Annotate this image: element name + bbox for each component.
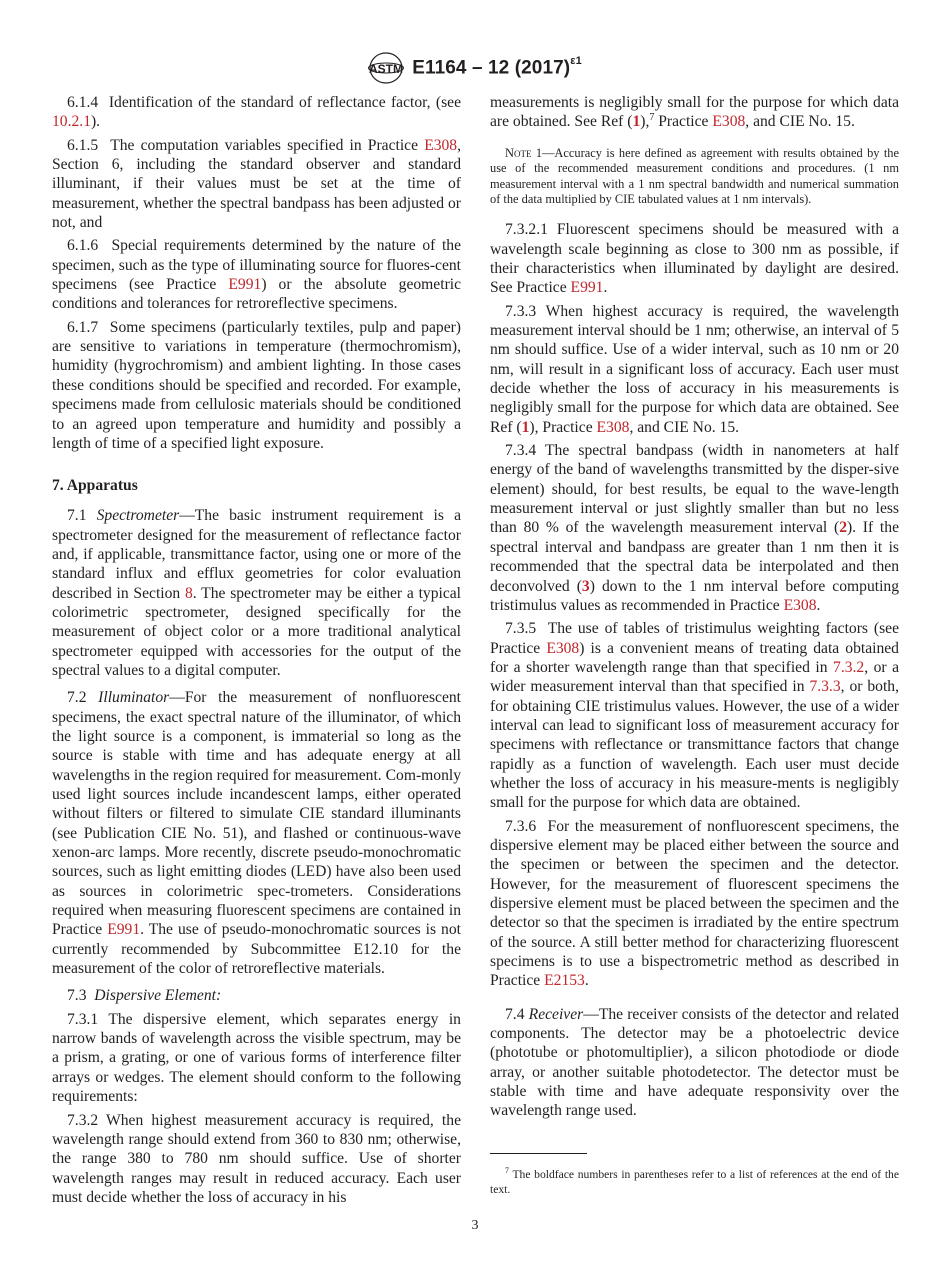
paragraph-6-1-5: 6.1.5 The computation variables specified in Practice E308, Section 6, including the standard observer and standard illuminant, if their values must be set at the time of measurement, whether the spectral bandpass has been adjusted or not, and — [52, 136, 462, 232]
section-heading-apparatus: 7. Apparatus — [52, 477, 138, 495]
paragraph-7-3-2-1: 7.3.2.1 Fluorescent specimens should be measured with a wavelength scale beginning as close to 300 nm as possible, if their characteristics when illuminated by daylight are desired. See Practice E991. — [490, 221, 899, 297]
astm-logo-icon — [368, 51, 404, 85]
reference-1[interactable]: 1 — [632, 113, 641, 131]
link-e308[interactable]: E308 — [712, 113, 746, 131]
page-number: 3 — [471, 1218, 479, 1233]
paragraph-7-4: 7.4 Receiver—The receiver consists of the detector and related components. The detector may be a photoelectric device (phototube or photomultiplier), a silicon photodiode or diode array, or another suitable photodetector. The detector must be stable with time and have adequate responsivity over the wavelength range used. — [490, 1005, 899, 1120]
link-7-3-3[interactable]: 7.3.3 — [809, 678, 841, 696]
link-e991[interactable]: E991 — [107, 921, 141, 939]
svg-text:ASTM: ASTM — [369, 62, 404, 76]
note-1: Note 1—Accuracy is here defined as agreement with results obtained by the use of the recommended measurement conditions and procedures. (1 nm measurement interval with a 1 nm spectral bandwidth and numerical summation of the data multiplied by CIE tabulated values at 1 nm intervals). — [490, 145, 899, 206]
paragraph-7-3: 7.3 Dispersive Element: — [67, 987, 222, 1005]
footnote-divider — [490, 1153, 587, 1154]
paragraph-7-3-5: 7.3.5 The use of tables of tristimulus weighting factors (see Practice E308) is a convenient means of treating data obtained for a shorter wavelength range than that specified in 7.3.2, or a wider measurement interval than that specified in 7.3.3, or both, for obtaining CIE tristimulus values. However, the use of a wider interval can lead to significant loss of measurement accuracy for specimens with reflectance or transmittance factors that change rapidly as a function of wavelength. Each user must decide whether the loss of accuracy in his measure-ments is negligibly small for the purpose for which data are obtained. — [490, 620, 900, 812]
left-column — [52, 93, 461, 1211]
paragraph-7-1: 7.1 Spectrometer—The basic instrument requirement is a spectrometer designed for the measurement of reflectance factor and, if applicable, transmittance factor, using one or more of the standard influx and efflux geometries for color evaluation described in Section 8. The spectrometer may be either a typical colorimetric spectrometer, designed specifically for the measurement of object color or a more traditional analytical spectrometer equipped with accessories for the output of the spectral values to a digital computer. — [52, 507, 461, 679]
document-designation: E1164 – 12 $(2017)^{\varepsilon 1}$ — [412, 54, 582, 79]
paragraph-6-1-4: 6.1.4 Identification of the standard of reflectance factor, (see 10.2.1). — [52, 94, 461, 131]
paragraph-7-3-3: 7.3.3 When highest accuracy is required, the wavelength measurement interval should be 1 nm; otherwise, an interval of 5 nm should suffice. Use of a wider interval, such as 10 nm or 20 nm, will result in a significant loss of accuracy. Each user must decide whether the loss of accuracy in his measurements is negligibly small for the purpose for which data are obtained. See Ref (1), Practice E308, and CIE No. 15. — [490, 302, 899, 436]
link-e308[interactable]: E308 — [783, 596, 817, 614]
link-e2153[interactable]: E2153 — [544, 972, 585, 990]
link-e308[interactable]: E308 — [546, 639, 580, 657]
page-header — [0, 50, 950, 86]
paragraph-7-3-2-continued: measurements is negligibly small for the purpose for which data are obtained. See Ref (1),$^7$ Practice E308, and CIE No. 15. — [490, 94, 899, 131]
footnote-7: $^7$ The boldface numbers in parentheses refer to a list of references at the end of the text. — [490, 1166, 899, 1196]
paragraph-6-1-7: 6.1.7 Some specimens (particularly textiles, pulp and paper) are sensitive to variations in temperature (thermochromism), humidity (hygrochromism) and ambient lighting. In those cases these conditions should be specified and recorded. For example, specimens made from cellulosic materials should be conditioned to an agreed upon temperature and humidity and possibly a length of time of a specified light exposure. — [52, 318, 461, 452]
paragraph-7-3-4: 7.3.4 The spectral bandpass (width in nanometers at half energy of the band of wavelengths transmitted by the disper-sive element) should, for best results, be equal to the wave-length measurement interval or just slightly smaller than but no less than 80 % of the wavelength measurement interval (2). If the spectral interval and bandpass are greater than 1 nm then it is recommended that the spectral data be interpolated and then deconvolved (3) down to the 1 nm interval before computing tristimulus values as recommended in Practice E308. — [490, 442, 899, 614]
reference-2[interactable]: 2 — [839, 519, 847, 537]
link-e991[interactable]: E991 — [570, 279, 604, 297]
reference-3[interactable]: 3 — [581, 577, 590, 595]
reference-1[interactable]: 1 — [521, 418, 530, 436]
link-e991[interactable]: E991 — [228, 276, 262, 294]
paragraph-7-3-6: 7.3.6 For the measurement of nonfluorescent specimens, the dispersive element may be placed either between the source and the specimen or between the specimen and the detector. However, for the measurement of fluorescent specimens the dispersive element must be placed between the specimen and the detector so that the specimen is irradiated by the entire spectrum of the source. A still better method for characterizing fluorescent specimens is to use a bispectrometric method as described in Practice E2153. — [490, 817, 900, 990]
paragraph-7-3-2: 7.3.2 When highest measurement accuracy is required, the wavelength range should extend from 360 to 830 nm; otherwise, the range 380 to 780 nm should suffice. Use of shorter wavelength ranges may result in reduced accuracy. Each user must decide whether the loss of accuracy in his — [52, 1111, 461, 1206]
paragraph-7-3-1: 7.3.1 The dispersive element, which separates energy in narrow bands of wavelength across the visible spectrum, may be a prism, a grating, or one of various forms of interference filter arrays or wedges. The element should conform to the following requirements: — [52, 1010, 461, 1106]
link-7-3-2[interactable]: 7.3.2 — [833, 658, 865, 676]
link-10-2-1[interactable]: 10.2.1 — [52, 113, 91, 131]
link-e308[interactable]: E308 — [424, 136, 458, 154]
paragraph-7-2: 7.2 Illuminator—For the measurement of nonfluorescent specimens, the exact spectral nature of the illuminator, of which the light source is a component, is immaterial so long as the source is stable with time and has adequate energy at all wavelengths in the region required for measurement. Com-monly used light sources include incandescent lamps, either operated without filters or filtered to simulate CIE standard illuminants (see Publication CIE No. 51), and flashed or continuous-wave xenon-arc lamps. More recently, discrete pseudo-monochromatic sources, such as light emitting diodes (LED) have also been used as sources in colorimetric spec-trometers. Considerations required when measuring fluorescent specimens are contained in Practice E991. The use of pseudo-monochromatic sources is not currently recommended by Subcommittee E12.10 for the measurement of the color of retroreflective materials. — [52, 689, 461, 978]
paragraph-6-1-6: 6.1.6 Special requirements determined by the nature of the specimen, such as the type of illuminating source for fluores-cent specimens (see Practice E991) or the absolute geometric conditions and tolerances for retroreflective specimens. — [52, 237, 462, 313]
footnote-ref-7[interactable]: 7 — [649, 112, 655, 124]
right-column — [490, 93, 899, 1125]
epsilon-superscript: ε1 — [570, 54, 582, 67]
link-e308[interactable]: E308 — [596, 418, 630, 436]
link-section-8[interactable]: 8 — [184, 584, 193, 602]
